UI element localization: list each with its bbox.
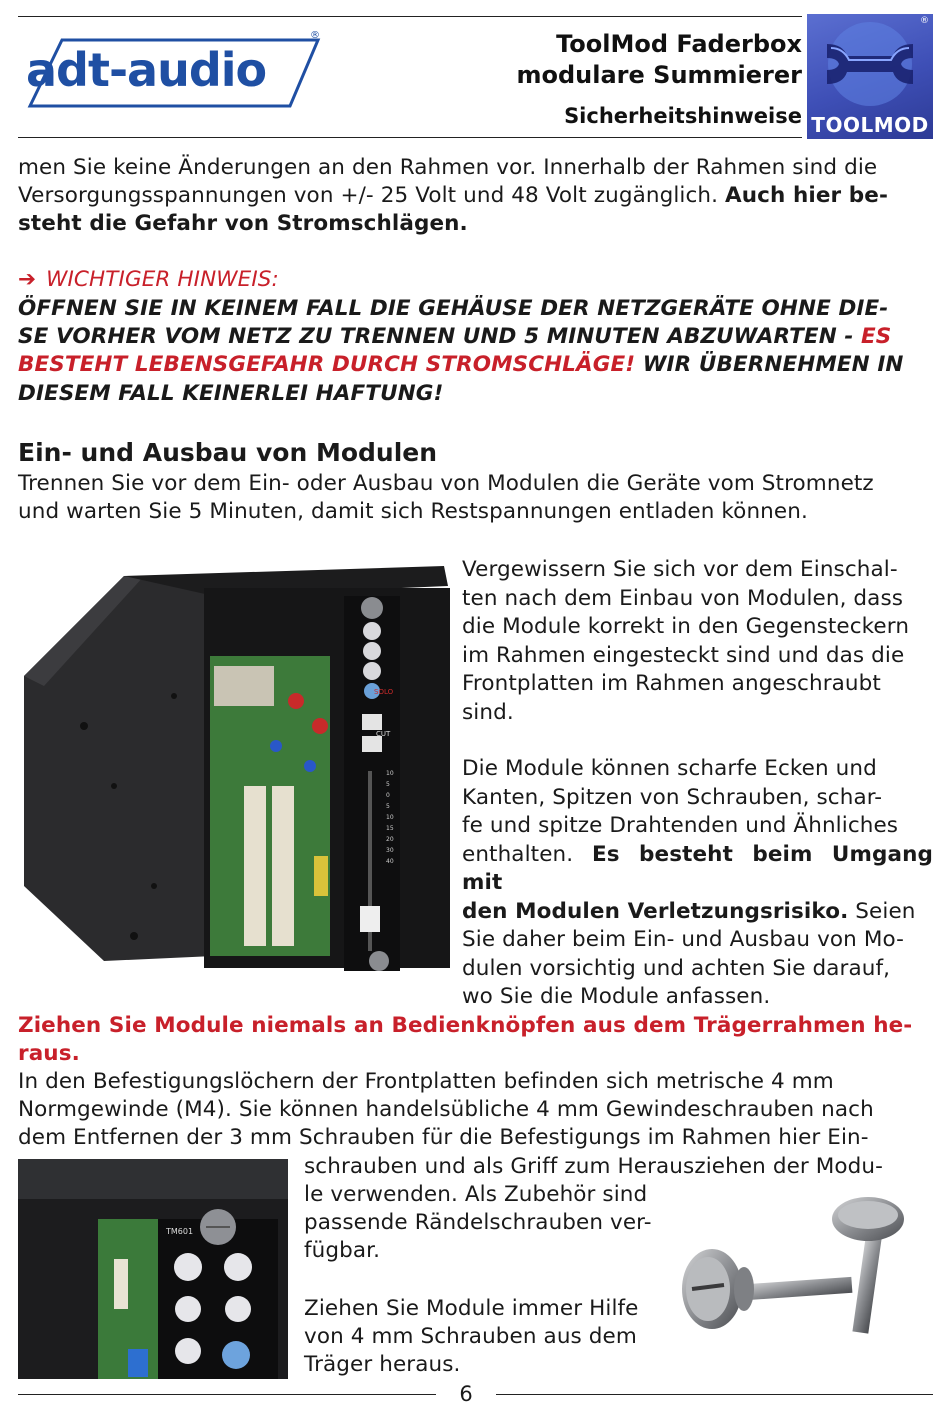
body2-line10: Träger heraus. [304,1352,461,1377]
intro-line2 [18,182,933,211]
body2-line4: schrauben und als Griff zum Herausziehen der Modu- [304,1154,884,1179]
text-line: ten nach dem Einbau von Modulen, dass [462,585,904,611]
text-line [462,898,933,927]
text-line: fe und spitze Drahtenden und Ähnliches [462,813,899,838]
intro-line3: steht die Gefahr von Stromschlägen. [18,211,468,236]
cut-label: CUT [376,730,391,738]
body2-line2: Normgewinde (M4). Sie können handelsübliche 4 mm Gewindeschrauben nach [18,1097,874,1122]
text-bold: Es besteht beim Umgang mit [462,841,933,895]
section-line1: Trennen Sie vor dem Ein- oder Ausbau von Modulen die Geräte vom Stromnetz [18,471,874,496]
warning-line4: DIESEM FALL KEINERLEI HAFTUNG! [18,381,444,406]
intro-line2-bold: Auch hier be- [724,183,889,208]
text-line: Sie daher beim Ein- und Ausbau von Mo- [462,927,904,952]
scale-label: 15 [386,825,394,832]
red-note-line2: raus. [18,1041,80,1066]
text-line: Kanten, Spitzen von Schrauben, schar- [462,784,883,810]
text-line: Die Module können scharfe Ecken und [462,756,877,781]
module-closeup-photo [18,1159,288,1379]
header-top-rule [18,16,802,17]
text-line: wo Sie die Module anfassen. [462,984,771,1009]
toolmod-label: TOOLMOD [811,113,929,137]
doc-title-line2: modulare Summierer [516,61,802,89]
warning-heading-text: WICHTIGER HINWEIS: [46,267,279,292]
warning-line3-red: BESTEHT LEBENSGEFAHR DURCH STROMSCHLÄGE! [18,352,636,377]
page-number: 6 [459,1382,473,1406]
warning-line2-text: SE VORHER VOM NETZ ZU TRENNEN UND 5 MINUTEN ABZUWARTEN - [18,324,862,349]
warning-line3 [18,351,933,380]
knurled-screws-photo [672,1193,932,1383]
toolmod-emblem-icon [807,14,933,114]
body2-line3: dem Entfernen der 3 mm Schrauben für die Befestigungs im Rahmen hier Ein- [18,1125,869,1150]
badge-registered-mark: ® [920,16,929,26]
warning-line3-text: WIR ÜBERNEHMEN IN [635,352,904,377]
scale-label: 10 [386,814,394,821]
logo-registered-mark: ® [310,30,320,41]
header-bottom-rule [18,137,802,138]
text-line: die Module korrekt in den Gegensteckern [462,614,910,639]
footer-rule-right [496,1394,933,1395]
intro-line1: men Sie keine Änderungen an den Rahmen vor. Innerhalb der Rahmen sind die [18,155,878,180]
text-span: Seien [848,898,916,924]
text-bold: den Modulen Verletzungsrisiko. [462,898,849,924]
body2-line6: passende Rändelschrauben ver- [304,1210,652,1235]
fader-scale [386,768,400,867]
body2-line8: Ziehen Sie Module immer Hilfe [304,1296,639,1321]
arrow-right-icon: ➔ [18,267,37,292]
scale-label: 40 [386,858,394,865]
section-heading: Ein- und Ausbau von Modulen [18,438,438,467]
text-line: Frontplatten im Rahmen angeschraubt [462,671,881,696]
intro-line2-text: Versorgungsspannungen von +/- 25 Volt und 48 Volt zugänglich. [18,183,725,208]
red-note-line1: Ziehen Sie Module niemals an Bedienknöpfen aus dem Trägerrahmen he- [18,1013,913,1038]
toolmod-badge [807,14,933,139]
warning-line2-red: ES [861,324,892,349]
scale-label: 20 [386,836,394,843]
text-line: im Rahmen eingesteckt sind und das die [462,642,905,668]
footer-rule-left [18,1394,436,1395]
warning-line1: ÖFFNEN SIE IN KEINEM FALL DIE GEHÄUSE DER NETZGERÄTE OHNE DIE- [18,296,889,321]
module-id-label: TM601 [166,1227,194,1236]
section-line2: und warten Sie 5 Minuten, damit sich Restspannungen entladen können. [18,499,808,524]
body2-line5: le verwenden. Als Zubehör sind [304,1182,648,1207]
body2-line1: In den Befestigungslöchern der Frontplatten befinden sich metrische 4 mm [18,1069,834,1094]
right-paragraph-2 [462,755,933,1012]
warning-heading [18,266,279,295]
text-line: dulen vorsichtig und achten Sie darauf, [462,955,891,981]
text-line: Vergewissern Sie sich vor dem Einschal- [462,557,898,582]
solo-label: SOLO [374,688,394,696]
text-span: enthalten. [462,841,592,867]
scale-label: 30 [386,847,394,854]
warning-line2 [18,323,933,352]
text-line: sind. [462,699,514,725]
scale-label: 5 [386,803,390,810]
section-label: Sicherheitshinweise [564,104,802,128]
body2-line7: fügbar. [304,1238,381,1263]
rack-module-photo [24,556,454,976]
logo-text: adt-audio [26,43,267,97]
scale-label: 10 [386,770,394,777]
scale-label: 0 [386,792,390,799]
scale-label: 5 [386,781,390,788]
doc-title-line1: ToolMod Faderbox [556,30,802,58]
right-paragraph-1 [462,556,933,727]
body2-line9: von 4 mm Schrauben aus dem [304,1324,637,1349]
text-line [462,841,933,898]
